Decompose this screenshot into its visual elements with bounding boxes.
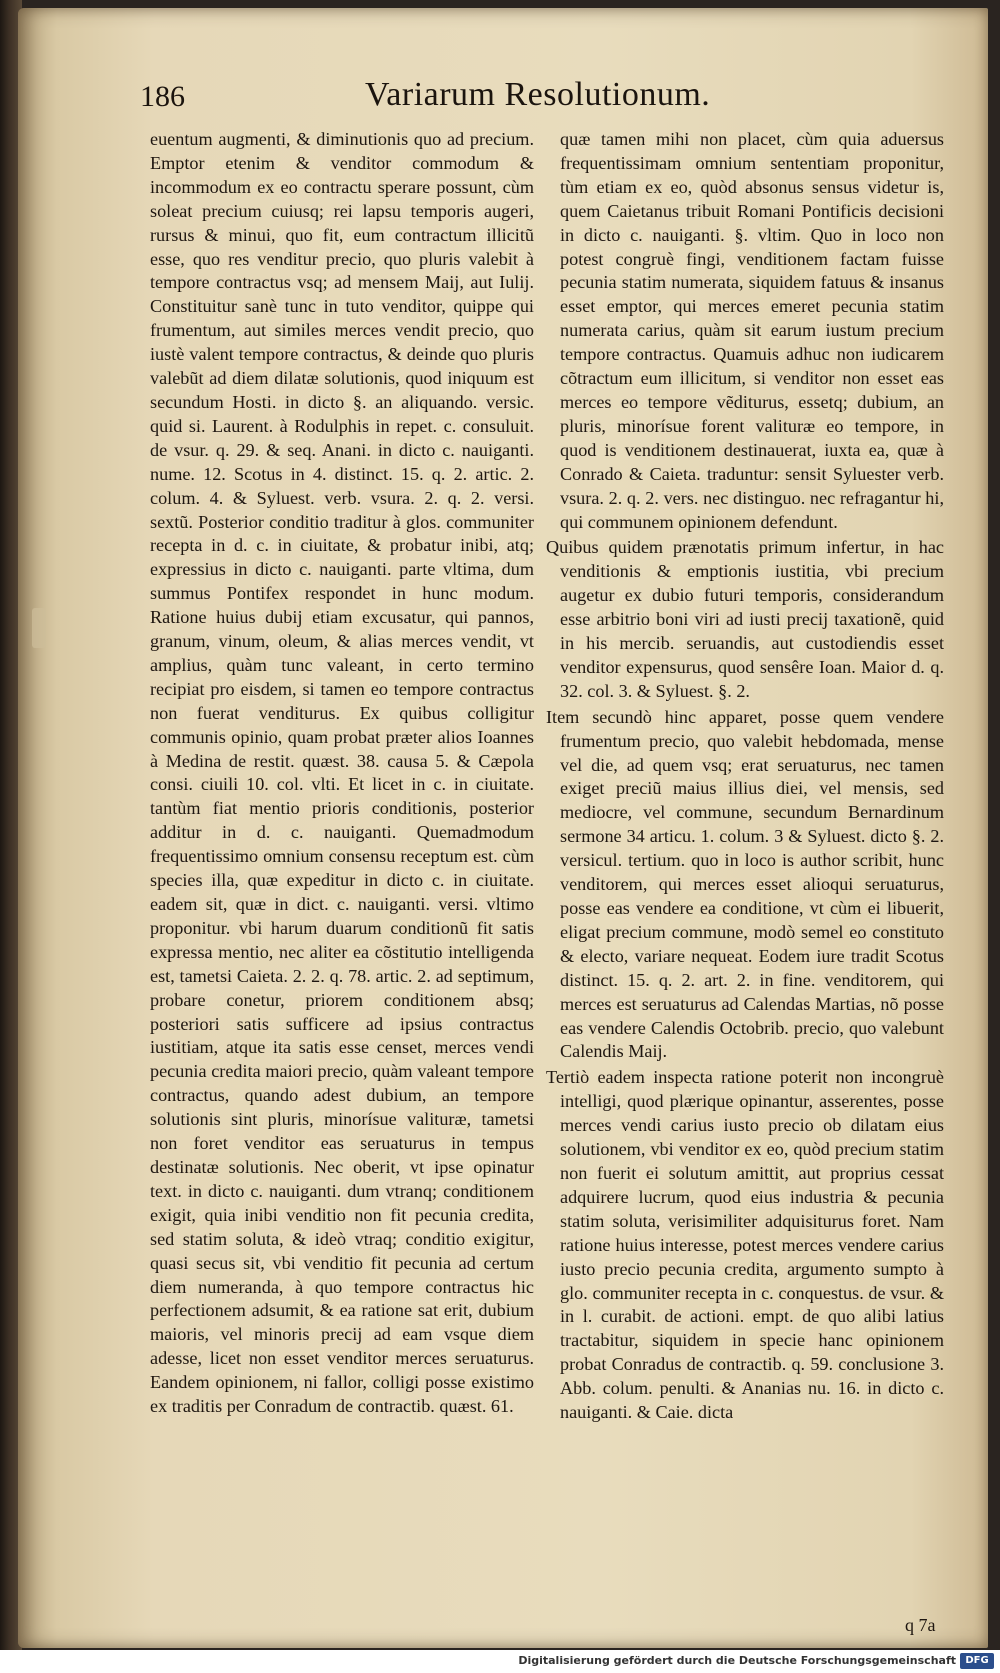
- right-text-column: [546, 128, 944, 1425]
- left-paragraph-1: euentum augmenti, & diminutionis quo ad precium. Emptor etenim & venditor commodum & incommodum ex eo contractu sperare possunt, cùm soleat precium cuiusq; rei lapsu temporis augeri, rursus & minui, quo fit, eum contractum illicitũ esse, quo res venditur precio, quo pluris valebit à tempore contractus vsq; ad mensem Maij, aut Iulij. Constituitur sanè tunc in tuto venditor, quippe qui frumentum, aut similes merces vendit precio, quo iustè valent tempore contractus, & deinde quo pluris valebũt ad diem dilatæ solutionis, quod iniquum est secundum Hosti. in dicto §. an aliquando. versic. quid si. Laurent. à Rodulphis in repet. c. consuluit. de vsur. q. 29. & seq. Anani. in dicto c. nauiganti. nume. 12. Scotus in 4. distinct. 15. q. 2. artic. 2. colum. 4. & Syluest. verb. vsura. 2. q. 2. versi. sextũ. Posterior conditio traditur à glos. communiter recepta in d. c. in ciuitate, & probatur inibi, atq; expressius in dicto c. nauiganti. parte vltima, dum summus Pontifex respondet in hunc modum. Ratione huius dubij etiam excusatur, qui pannos, granum, vinum, oleum, & alias merces vendit, vt amplius, quàm tunc valeant, in certo termino recipiat pro eisdem, si tamen eo tempore contractus non fuerat venditurus. Ex quibus colligitur communis opinio, quam probat præter alios Ioannes à Medina de restit. quæst. 38. causa 5. & Cæpola consi. ciuili 10. col. vlti. Et licet in c. in ciuitate. tantùm fiat mentio prioris conditionis, posterior additur in d. c. nauiganti. Quemadmodum frequentissimo omnium consensu receptum est. cùm species illa, quæ expeditur in dicto c. in ciuitate. eadem sit, quæ in dict. c. nauiganti. versi. vltimo proponitur. vbi harum duarum conditionũ fit satis expressa mentio, nec aliter ea cõstitutio intelligenda est, tametsi Caieta. 2. 2. q. 78. artic. 2. ad septimum, probare conetur, priorem conditionem absq; posteriori satis sufficere ad ipsius contractus iustitiam, atque ita satis esse censet, merces vendi pecunia credita maiori precio, quàm valeant tempore contractus, quando adest dubium, an tempore solutionis sint pluris, minorísue valituræ, tametsi non foret venditor eas seruaturus in tempus destinatæ solutionis. Nec oberit, vt ipse opinatur text. in dicto c. nauiganti. dum vtranq; conditionem exigit, quia inibi venditio non fit pecunia credita, sed statim soluta, & ideò vtraq; conditio exigitur, quasi secus sit, vbi venditio fit pecunia ad certum diem numeranda, à quo tempore contractus hic perfectionem adsumit, & ea ratione sat erit, dubium maioris, vel minoris precij ad eam vsque diem adesse, licet non esset venditor merces seruaturus. Eandem opinionem, ni fallor, colligi posse existimo ex traditis per Conradum de contractib. quæst. 61.: [150, 129, 534, 1417]
- catchword: q 7a: [905, 1615, 936, 1635]
- digitization-footer: [0, 1650, 1000, 1673]
- right-paragraph-2: Quibus quidem prænotatis primum infertur, in hac venditionis & emptionis iustitia, vbi precium augetur ex dubio futuri temporis, considerandum esse arbitrio boni viri ad iusti precij taxationẽ, quid in his mercib. seruandis, aut custodiendis esset venditor expensurus, quod sensêre Ioan. Maior d. q. 32. col. 3. & Syluest. §. 2.: [546, 537, 944, 701]
- left-text-column: [150, 128, 534, 1419]
- dfg-logo-icon: DFG: [960, 1653, 994, 1669]
- right-paragraph-3: Item secundò hinc apparet, posse quem vendere frumentum precio, quo valebit hebdomada, mense vel die, ad quem vsq; erat seruaturus, nec tamen exiget preciũ maius illius diei, vel mensis, sed mediocre, vel commune, secundum Bernardinum sermone 34 articu. 1. colum. 3 & Syluest. dicto §. 2. versicul. tertium. quo in loco is author scribit, hunc venditorem, qui merces esset alioqui seruaturus, posse eas vendere ea conditione, vt cùm ei libuerit, eligat precium commune, modò semel eo constituto & electo, variare nequeat. Eodem iure tradit Scotus distinct. 15. q. 2. art. 2. in fine. venditorem, qui merces est seruaturus ad Calendas Martias, nõ posse eas vendere Calendis Octobrib. precio, quo valebunt Calendis Maij.: [546, 706, 944, 1062]
- right-paragraph-1: quæ tamen mihi non placet, cùm quia aduersus frequentissimam omnium sententiam proponitur, tùm etiam ex eo, quòd absonus sensus videtur is, quem Caietanus tribuit Romani Pontificis decisioni in dicto c. nauiganti. §. vltim. Quo in loco non potest congruè fingi, venditionem factam fuisse pecunia statim numerata, siquidem fatuus & insanus esset emptor, qui merces emeret pecunia statim numerata carius, quàm sit earum iustum precium tempore contractus. Quamuis adhuc non iudicarem cõtractum eum illicitum, si venditor non esset eas merces eo tempore vẽditurus, essetq; dubium, an pluris, minorísue forent valituræ eo tempore, in quod is venditionem destinauerat, iuxta ea, quæ à Conrado & Caieta. traduntur: sensit Syluester verb. vsura. 2. q. 2. vers. nec distinguo. nec refragantur hi, qui communem opinionem defendunt.: [560, 129, 944, 532]
- page-tab-mark: [32, 608, 46, 648]
- page-number: 186: [140, 80, 185, 113]
- running-head: [140, 76, 940, 130]
- right-paragraph-4: Tertiò eadem inspecta ratione poterit non incongruè intelligi, quod plærique opinantur, asserentes, posse merces vendi carius iusto precio ob dilatam eius solutionem, vbi venditor ex eo, quòd precium statim non fuerit ei solutum amittit, aut proprius cessat adquirere lucrum, quod eius industria & pecunia statim soluta, verisimiliter adquisiturus foret. Nam ratione huius interesse, potest merces vendere carius iusto precio pecunia credita, argumento sumpto à glo. communiter recepta in c. conquestus. de vsur. & in l. curabit. de actioni. empt. de quo alibi latius tractabitur, siquidem in specie hanc opinionem probat Conradus de contractib. q. 59. conclusione 3. Abb. colum. penulti. & Ananias nu. 16. in dicto c. nauiganti. & Caie. dicta: [546, 1067, 944, 1423]
- footer-credit: Digitalisierung gefördert durch die Deutsche Forschungsgemeinschaft: [518, 1654, 956, 1667]
- running-title: Variarum Resolutionum.: [365, 76, 711, 113]
